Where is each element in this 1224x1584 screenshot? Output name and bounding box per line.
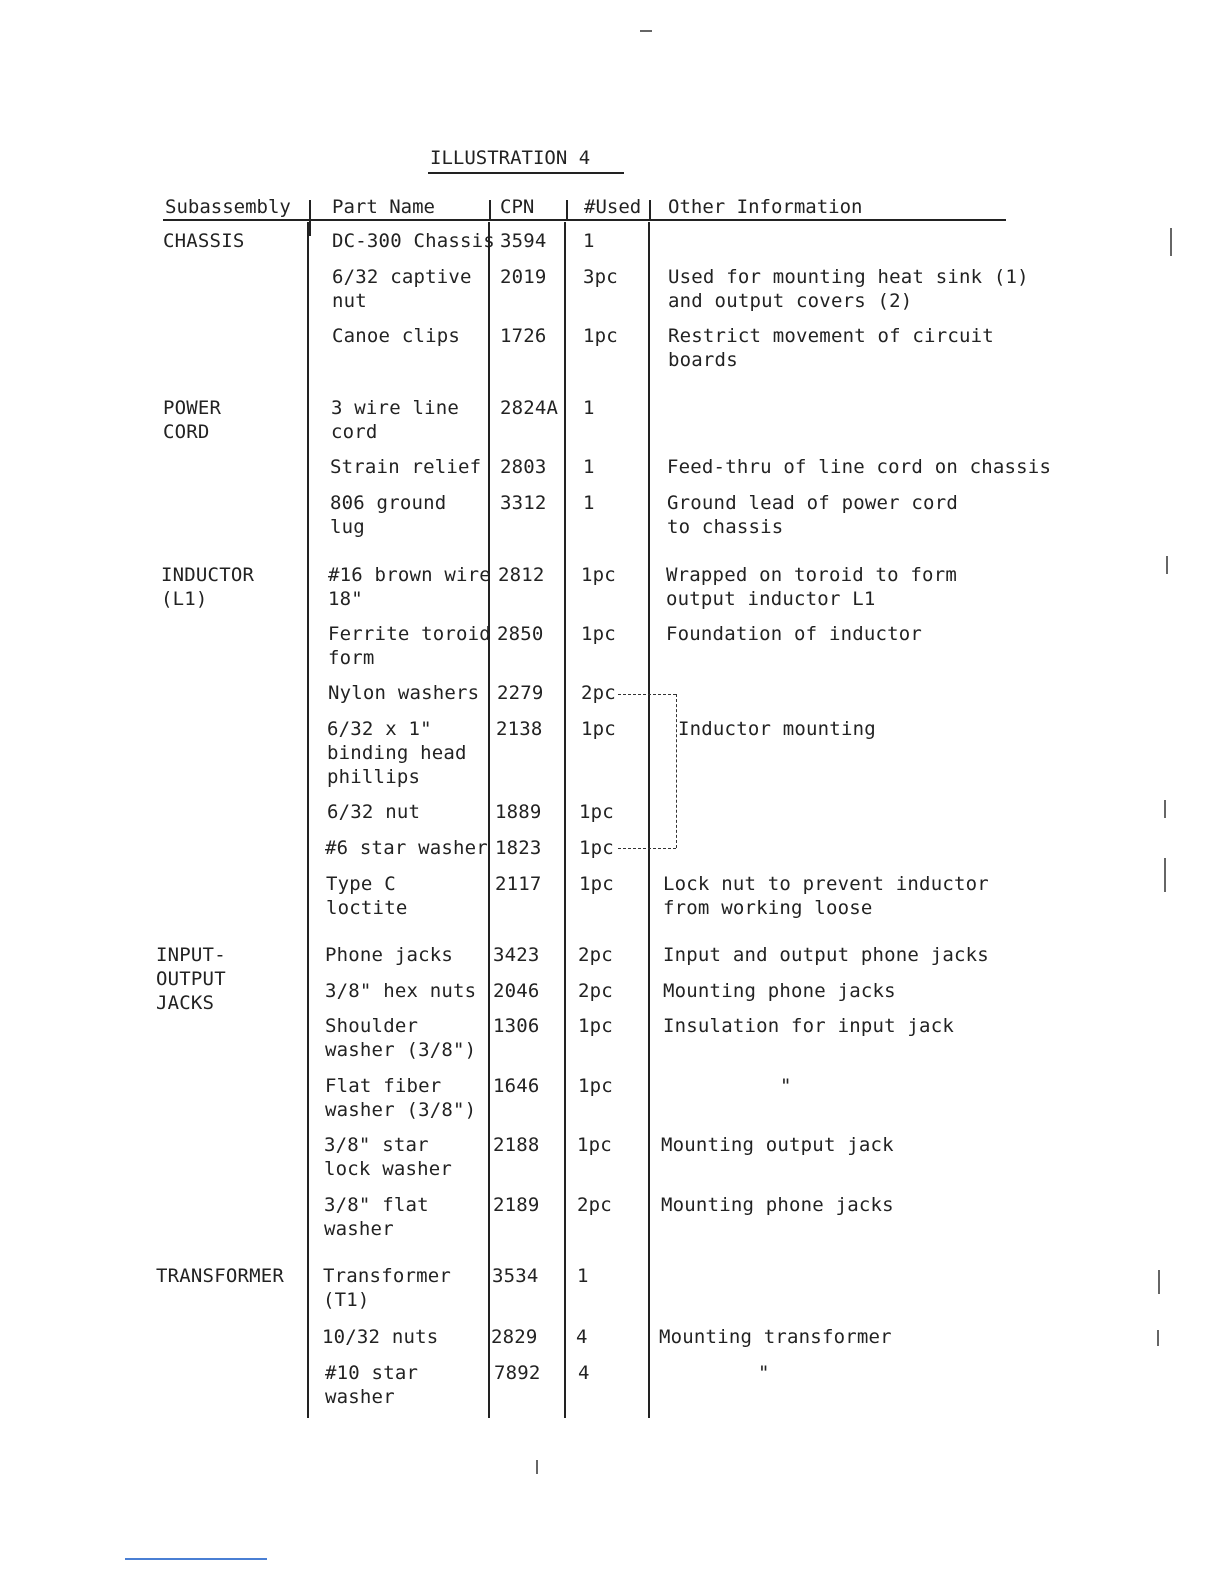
cell-part: Type C loctite xyxy=(326,873,408,919)
cell-used: 1 xyxy=(583,456,595,478)
cell-part: Nylon washers xyxy=(328,682,480,704)
cell-other: Wrapped on toroid to form output inductor L1 xyxy=(666,564,957,610)
cell-sub: POWER CORD xyxy=(163,397,222,443)
cell-used: 1 xyxy=(577,1265,589,1287)
cell-cpn: 2188 xyxy=(493,1134,540,1156)
cell-used: 1 xyxy=(583,492,595,514)
cell-other: Mounting phone jacks xyxy=(663,980,896,1002)
cell-other: Foundation of inductor xyxy=(666,623,923,645)
cell-cpn: 2138 xyxy=(496,718,543,740)
cell-part: Ferrite toroid form xyxy=(328,623,491,669)
cell-part: 6/32 x 1" binding head phillips xyxy=(327,718,467,788)
cell-part: 3/8" star lock washer xyxy=(324,1134,453,1180)
cell-part: #16 brown wire 18" xyxy=(328,564,491,610)
cell-cpn: 2850 xyxy=(497,623,544,645)
cell-part: Shoulder washer (3/8") xyxy=(325,1015,477,1061)
cell-cpn: 2279 xyxy=(497,682,544,704)
cell-part: #6 star washer xyxy=(325,837,488,859)
cell-other: Insulation for input jack xyxy=(663,1015,954,1037)
cell-cpn: 1823 xyxy=(495,837,542,859)
cell-sub: CHASSIS xyxy=(163,230,245,252)
cell-used: 1pc xyxy=(581,564,616,586)
cell-part: 3/8" flat washer xyxy=(324,1194,429,1240)
cell-used: 1pc xyxy=(579,873,614,895)
cell-cpn: 1726 xyxy=(500,325,547,347)
cell-cpn: 7892 xyxy=(494,1362,541,1384)
cell-other: Mounting output jack xyxy=(661,1134,894,1156)
cell-used: 2pc xyxy=(581,682,616,704)
header-subassembly: Subassembly xyxy=(165,196,291,218)
scan-mark xyxy=(1170,228,1172,256)
cell-used: 1pc xyxy=(577,1134,612,1156)
column-divider xyxy=(489,200,491,220)
cell-other: Mounting phone jacks xyxy=(661,1194,894,1216)
cell-other: Restrict movement of circuit boards xyxy=(668,325,994,371)
cell-used: 2pc xyxy=(578,980,613,1002)
cell-cpn: 1646 xyxy=(493,1075,540,1097)
cell-cpn: 2824A xyxy=(500,397,559,419)
scan-mark xyxy=(1166,556,1168,574)
cell-other: Mounting transformer xyxy=(659,1326,892,1348)
cell-sub: INDUCTOR (L1) xyxy=(161,564,255,610)
column-divider xyxy=(648,222,650,1418)
cell-cpn: 2812 xyxy=(498,564,545,586)
scan-mark xyxy=(640,30,652,32)
cell-sub: INPUT- OUTPUT JACKS xyxy=(156,944,226,1014)
cell-other: Lock nut to prevent inductor from working loose xyxy=(663,873,989,919)
cell-used: 1pc xyxy=(581,718,616,740)
cell-part: 806 ground lug xyxy=(330,492,447,538)
cell-cpn: 3423 xyxy=(493,944,540,966)
column-divider xyxy=(488,222,490,1418)
cell-other: Used for mounting heat sink (1) and output covers (2) xyxy=(668,266,1029,312)
cell-cpn: 3534 xyxy=(492,1265,539,1287)
cell-used: 3pc xyxy=(583,266,618,288)
scan-mark xyxy=(1164,858,1166,892)
scan-mark xyxy=(1157,1330,1159,1346)
cell-cpn: 3594 xyxy=(500,230,547,252)
cell-part: #10 star washer xyxy=(325,1362,419,1408)
cell-cpn: 2046 xyxy=(493,980,540,1002)
cell-part: 3/8" hex nuts xyxy=(325,980,477,1002)
cell-part: 3 wire line cord xyxy=(331,397,460,443)
cell-part: 6/32 nut xyxy=(327,801,421,823)
cell-cpn: 3312 xyxy=(500,492,547,514)
cell-other: Inductor mounting xyxy=(678,718,876,740)
cell-used: 2pc xyxy=(577,1194,612,1216)
footer-rule xyxy=(125,1558,267,1560)
column-divider xyxy=(649,200,651,220)
column-divider xyxy=(309,200,311,236)
cell-used: 4 xyxy=(576,1326,588,1348)
cell-other: Feed-thru of line cord on chassis xyxy=(667,456,1052,478)
bracket-bottom xyxy=(618,848,676,849)
scan-mark xyxy=(1158,1270,1160,1294)
cell-part: Transformer (T1) xyxy=(323,1265,452,1311)
cell-part: Strain relief xyxy=(330,456,482,478)
cell-part: 10/32 nuts xyxy=(322,1326,439,1348)
cell-cpn: 2829 xyxy=(491,1326,538,1348)
cell-used: 1pc xyxy=(578,1075,613,1097)
page-title: ILLUSTRATION 4 xyxy=(430,147,591,169)
title-underline xyxy=(428,172,624,174)
cell-cpn: 1889 xyxy=(495,801,542,823)
cell-part: DC-300 Chassis xyxy=(332,230,495,252)
cell-part: Phone jacks xyxy=(325,944,454,966)
header-other-information: Other Information xyxy=(668,196,863,218)
cell-cpn: 2019 xyxy=(500,266,547,288)
header-cpn: CPN xyxy=(500,196,535,218)
cell-used: 2pc xyxy=(578,944,613,966)
scan-mark xyxy=(1164,800,1166,818)
cell-used: 1pc xyxy=(579,801,614,823)
cell-other: Ground lead of power cord to chassis xyxy=(667,492,958,538)
cell-part: 6/32 captive nut xyxy=(332,266,472,312)
header-part-name: Part Name xyxy=(332,196,435,218)
scan-mark xyxy=(536,1460,538,1474)
cell-used: 1pc xyxy=(579,837,614,859)
cell-cpn: 2189 xyxy=(493,1194,540,1216)
cell-used: 1pc xyxy=(583,325,618,347)
cell-other: " xyxy=(758,1362,770,1384)
column-divider xyxy=(566,200,568,220)
header-rule xyxy=(163,219,1006,221)
cell-other: " xyxy=(780,1075,792,1097)
cell-used: 1pc xyxy=(581,623,616,645)
cell-used: 1 xyxy=(583,230,595,252)
column-divider xyxy=(307,222,309,1418)
cell-sub: TRANSFORMER xyxy=(156,1265,285,1287)
bracket-top xyxy=(618,694,676,695)
cell-used: 1 xyxy=(583,397,595,419)
cell-cpn: 1306 xyxy=(493,1015,540,1037)
bracket-side xyxy=(676,694,677,848)
cell-other: Input and output phone jacks xyxy=(663,944,989,966)
cell-part: Canoe clips xyxy=(332,325,461,347)
cell-used: 4 xyxy=(578,1362,590,1384)
cell-used: 1pc xyxy=(578,1015,613,1037)
cell-cpn: 2803 xyxy=(500,456,547,478)
cell-part: Flat fiber washer (3/8") xyxy=(325,1075,477,1121)
column-divider xyxy=(564,222,566,1418)
header-used: #Used xyxy=(584,196,642,218)
cell-cpn: 2117 xyxy=(495,873,542,895)
